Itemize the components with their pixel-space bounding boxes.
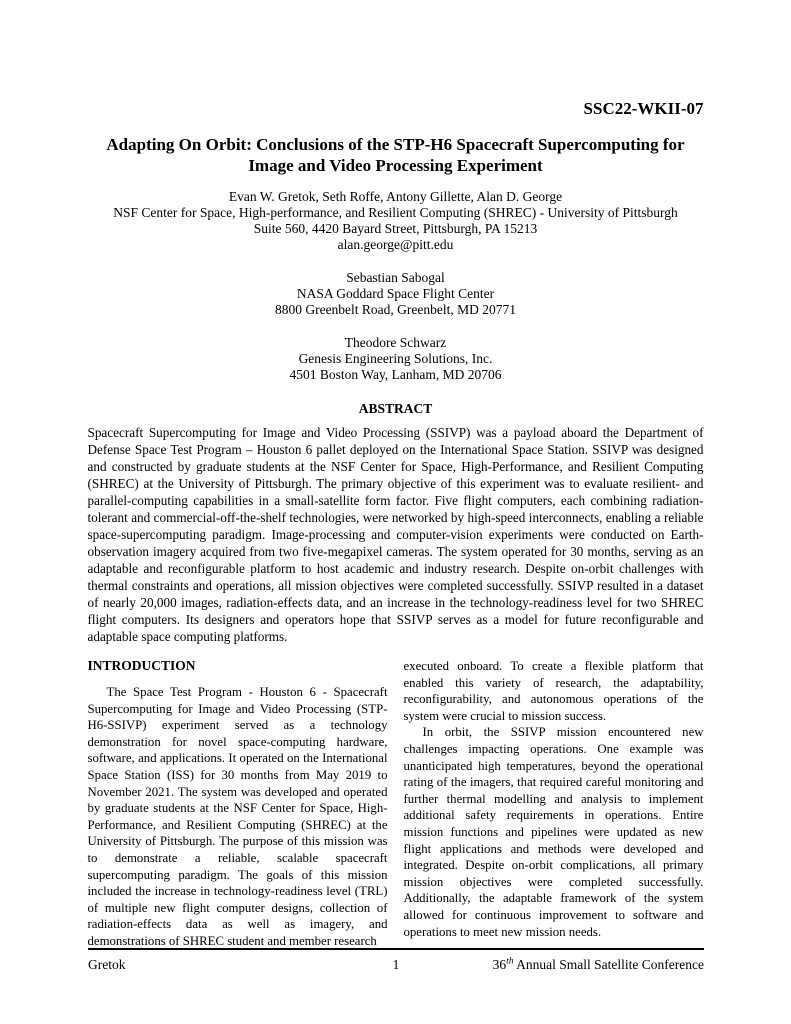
author-address: 4501 Boston Way, Lanham, MD 20706 xyxy=(289,367,502,382)
body-columns xyxy=(88,658,704,950)
author-block-nasa xyxy=(88,270,704,318)
page-content xyxy=(87,0,704,972)
abstract-heading: ABSTRACT xyxy=(358,401,433,416)
introduction-heading: INTRODUCTION xyxy=(87,658,196,673)
paper-title-line-1: Adapting On Orbit: Conclusions of the STP-H6 Spacecraft Supercomputing for xyxy=(106,135,685,154)
right-column xyxy=(404,658,704,950)
author-affiliation: Genesis Engineering Solutions, Inc. xyxy=(298,351,493,366)
introduction-paragraph: The Space Test Program - Houston 6 - Spacecraft Supercomputing for Image and Video Processing (STP-H6-SSIVP) experiment served as a technology demonstration for novel space-computing hardware, software, and applications. It operated on the International Space Station (ISS) for 30 months from May 2019 to November 2021. The system was developed and operated by graduate students at the NSF Center for Space, High-Performance, and Resilient Computing (SHREC) at the University of Pittsburgh. The purpose of this mission was to demonstrate a reliable, scalable spacecraft supercomputing paradigm. The goals of this mission included the increase in technology-readiness level (TRL) of multiple new flight computer designs, collection of radiation-effects data as well as imagery, and demonstrations of SHREC student and member research xyxy=(87,685,388,948)
author-email: alan.george@pitt.edu xyxy=(337,237,454,252)
left-column xyxy=(88,658,388,950)
conference-ordinal-suffix: th xyxy=(506,956,514,967)
author-block-pitt xyxy=(88,189,704,253)
abstract-text: Spacecraft Supercomputing for Image and Video Processing (SSIVP) was a payload aboard the Department of Defense Space Test Program – Houston 6 pallet deployed on the International Space Station. SSIVP was designed and constructed by graduate students at the NSF Center for Space, High-Performance, and Resilient Computing (SHREC) at the University of Pittsburgh. The primary objective of this experiment was to evaluate resilient- and parallel-computing capabilities in a small-satellite form factor. Five flight computers, each combining radiation-tolerant and commercial-off-the-shelf technologies, were networked by high-speed interconnects, enabling a reliable space-supercomputing paradigm. Image-processing and computer-vision experiments were conducted on Earth-observation imagery acquired from two five-megapixel cameras. The system operated for 30 months, serving as an adaptable and reconfigurable platform to host academic and industry research. Despite on-orbit challenges with thermal constraints and operations, all mission objectives were completed successfully. SSIVP resulted in a dataset of nearly 20,000 images, radiation-effects data, and an increase in the technology-readiness level for two SHREC flight computers. Its designers and operators hope that SSIVP serves as a model for future reconfigurable and adaptable space computing platforms. xyxy=(87,425,704,644)
author-names: Evan W. Gretok, Seth Roffe, Antony Gillette, Alan D. George xyxy=(228,189,563,204)
conference-ordinal-number: 36 xyxy=(492,957,507,972)
paper-title-line-2: Image and Video Processing Experiment xyxy=(248,156,543,175)
footer-author-surname: Gretok xyxy=(88,957,126,972)
author-address: 8800 Greenbelt Road, Greenbelt, MD 20771 xyxy=(274,302,517,317)
author-address: Suite 560, 4420 Bayard Street, Pittsburgh, PA 15213 xyxy=(253,221,538,236)
introduction-paragraph: In orbit, the SSIVP mission encountered new challenges impacting operations. One example was unanticipated high temperatures, beyond the operational rating of the imagers, that required careful monitoring and further thermal modelling and analysis to implement additional safety requirements in operations. Entire mission functions and pipelines were updated as new flight applications and methods were developed and integrated. Despite on-orbit complications, all primary mission objectives were completed successfully. Additionally, the adaptable framework of the system allowed for continuous improvement to software and operations to meet new mission needs. xyxy=(403,725,704,939)
paper-title xyxy=(88,134,704,176)
author-names: Theodore Schwarz xyxy=(344,335,447,350)
author-blocks xyxy=(88,189,704,383)
author-affiliation: NASA Goddard Space Flight Center xyxy=(296,286,495,301)
author-names: Sebastian Sabogal xyxy=(346,270,445,285)
footer-page-number: 1 xyxy=(392,957,400,972)
page-footer xyxy=(88,948,704,973)
introduction-paragraph: executed onboard. To create a flexible platform that enabled this variety of research, the adaptability, reconfigurability, and autonomous operations of the system were crucial to mission success. xyxy=(403,659,704,723)
footer-row xyxy=(88,950,704,973)
footer-conference-label xyxy=(399,957,704,973)
author-block-genesis xyxy=(88,335,704,383)
author-affiliation: NSF Center for Space, High-performance, and Resilient Computing (SHREC) - University of Pittsburgh xyxy=(113,205,678,220)
conference-name: Annual Small Satellite Conference xyxy=(513,957,704,972)
paper-id: SSC22-WKII-07 xyxy=(583,99,704,118)
